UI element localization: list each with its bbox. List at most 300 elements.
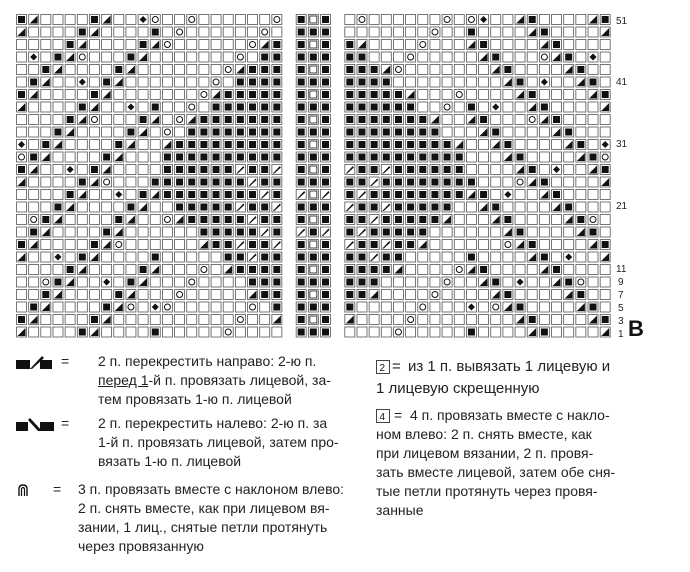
decrease-4-icon: [376, 409, 390, 423]
chart-cell: [576, 315, 586, 325]
chart-cell: [381, 65, 391, 75]
chart-cell: [308, 290, 318, 300]
chart-cell: [65, 290, 75, 300]
chart-cell: [357, 277, 367, 287]
chart-cell: [138, 40, 148, 50]
chart-cell: [418, 152, 428, 162]
chart-cell: [406, 327, 416, 337]
chart-cell: [29, 115, 39, 125]
chart-cell: [162, 202, 172, 212]
legend-line: зать вместе лицевой, затем обе сня-: [376, 464, 616, 480]
chart-cell: [564, 15, 574, 25]
chart-cell: [162, 265, 172, 275]
chart-cell: [114, 190, 124, 200]
row-number-1: 1: [618, 329, 624, 340]
chart-cell: [503, 215, 513, 225]
chart-cell: [211, 90, 221, 100]
chart-cell: [406, 102, 416, 112]
chart-cell: [479, 277, 489, 287]
chart-cell: [418, 115, 428, 125]
chart-cell: [491, 77, 501, 87]
chart-cell: [503, 65, 513, 75]
chart-cell: [89, 15, 99, 25]
chart-cell: [406, 190, 416, 200]
chart-cell: [576, 90, 586, 100]
chart-cell: [114, 315, 124, 325]
chart-cell: [114, 265, 124, 275]
chart-cell: [41, 315, 51, 325]
chart-cell: [29, 202, 39, 212]
chart-cell: [162, 52, 172, 62]
chart-cell: [527, 27, 537, 37]
chart-cell: [29, 227, 39, 237]
chart-cell: [600, 227, 610, 237]
legend-line: занные: [376, 502, 424, 518]
chart-cell: [430, 240, 440, 250]
chart-cell: [260, 290, 270, 300]
chart-cell: [454, 202, 464, 212]
chart-cell: [65, 102, 75, 112]
chart-cell: [29, 152, 39, 162]
chart-cell: [454, 315, 464, 325]
chart-cell: [381, 165, 391, 175]
chart-cell: [296, 302, 306, 312]
chart-cell: [41, 165, 51, 175]
chart-cell: [308, 115, 318, 125]
chart-cell: [248, 315, 258, 325]
chart-cell: [600, 15, 610, 25]
chart-cell: [479, 140, 489, 150]
chart-cell: [430, 40, 440, 50]
chart-cell: [576, 265, 586, 275]
chart-cell: [527, 277, 537, 287]
chart-cell: [260, 252, 270, 262]
chart-cell: [321, 202, 331, 212]
chart-cell: [126, 177, 136, 187]
chart-cell: [564, 215, 574, 225]
chart-cell: [138, 252, 148, 262]
chart-cell: [162, 40, 172, 50]
chart-cell: [150, 127, 160, 137]
chart-cell: [138, 277, 148, 287]
chart-cell: [357, 215, 367, 225]
chart-cell: [357, 90, 367, 100]
chart-cell: [29, 140, 39, 150]
chart-cell: [223, 227, 233, 237]
chart-cell: [308, 252, 318, 262]
legend-equals: =: [394, 407, 403, 423]
chart-cell: [41, 327, 51, 337]
chart-cell: [211, 177, 221, 187]
chart-cell: [102, 102, 112, 112]
chart-cell: [393, 215, 403, 225]
chart-cell: [466, 27, 476, 37]
chart-cell: [321, 315, 331, 325]
chart-cell: [138, 177, 148, 187]
legend-line: тые петли протянуть через провя-: [376, 483, 598, 499]
chart-cell: [223, 302, 233, 312]
chart-cell: [527, 115, 537, 125]
chart-cell: [527, 252, 537, 262]
chart-cell: [211, 77, 221, 87]
chart-cell: [321, 152, 331, 162]
chart-cell: [345, 52, 355, 62]
chart-cell: [527, 102, 537, 112]
chart-cell: [491, 52, 501, 62]
chart-cell: [223, 215, 233, 225]
chart-cell: [17, 240, 27, 250]
chart-cell: [308, 302, 318, 312]
chart-cell: [430, 102, 440, 112]
chart-cell: [479, 152, 489, 162]
legend-line: 2 п. перекрестить налево: 2-ю п. за: [98, 415, 328, 431]
chart-cell: [187, 140, 197, 150]
chart-cell: [235, 252, 245, 262]
chart-cell: [515, 252, 525, 262]
chart-cell: [260, 52, 270, 62]
chart-cell: [552, 252, 562, 262]
chart-cell: [150, 165, 160, 175]
chart-cell: [479, 102, 489, 112]
chart-cell: [588, 15, 598, 25]
chart-cell: [515, 327, 525, 337]
chart-cell: [466, 302, 476, 312]
chart-cell: [175, 115, 185, 125]
chart-cell: [381, 240, 391, 250]
chart-cell: [321, 140, 331, 150]
chart-cell: [41, 277, 51, 287]
chart-cell: [442, 165, 452, 175]
chart-cell: [150, 327, 160, 337]
chart-cell: [199, 290, 209, 300]
chart-cell: [29, 240, 39, 250]
chart-cell: [296, 177, 306, 187]
chart-cell: [248, 265, 258, 275]
chart-cell: [491, 265, 501, 275]
chart-cell: [491, 102, 501, 112]
chart-cell: [41, 190, 51, 200]
chart-cell: [321, 177, 331, 187]
chart-cell: [564, 302, 574, 312]
chart-cell: [102, 115, 112, 125]
chart-cell: [260, 227, 270, 237]
chart-cell: [491, 215, 501, 225]
chart-cell: [187, 315, 197, 325]
chart-cell: [175, 315, 185, 325]
chart-cell: [588, 315, 598, 325]
chart-cell: [114, 115, 124, 125]
chart-cell: [357, 177, 367, 187]
chart-cell: [308, 40, 318, 50]
chart-cell: [211, 152, 221, 162]
chart-cell: [369, 177, 379, 187]
chart-cell: [576, 252, 586, 262]
chart-cell: [442, 265, 452, 275]
chart-cell: [539, 65, 549, 75]
chart-cell: [17, 177, 27, 187]
chart-cell: [211, 140, 221, 150]
chart-cell: [527, 202, 537, 212]
chart-cell: [357, 77, 367, 87]
chart-cell: [17, 190, 27, 200]
chart-cell: [77, 90, 87, 100]
chart-cell: [503, 115, 513, 125]
chart-cell: [393, 315, 403, 325]
chart-cell: [552, 90, 562, 100]
chart-cell: [199, 102, 209, 112]
chart-cell: [199, 140, 209, 150]
chart-cell: [406, 140, 416, 150]
chart-cell: [479, 90, 489, 100]
chart-cell: [442, 115, 452, 125]
chart-cell: [308, 102, 318, 112]
chart-cell: [466, 165, 476, 175]
chart-cell: [248, 227, 258, 237]
chart-cell: [223, 90, 233, 100]
chart-cell: [260, 15, 270, 25]
chart-cell: [418, 277, 428, 287]
chart-cell: [29, 65, 39, 75]
chart-cell: [17, 77, 27, 87]
chart-cell: [223, 165, 233, 175]
chart-cell: [454, 327, 464, 337]
legend-line: 1-й п. провязать лицевой, затем про-: [98, 434, 339, 450]
chart-cell: [65, 327, 75, 337]
chart-cell: [187, 277, 197, 287]
chart-cell: [126, 252, 136, 262]
chart-cell: [442, 77, 452, 87]
chart-cell: [235, 177, 245, 187]
chart-cell: [187, 177, 197, 187]
chart-cell: [576, 152, 586, 162]
chart-cell: [552, 115, 562, 125]
chart-cell: [114, 102, 124, 112]
chart-cell: [369, 152, 379, 162]
chart-cell: [29, 277, 39, 287]
chart-cell: [442, 102, 452, 112]
chart-cell: [89, 152, 99, 162]
chart-cell: [491, 277, 501, 287]
chart-cell: [588, 227, 598, 237]
chart-cell: [102, 277, 112, 287]
chart-cell: [29, 77, 39, 87]
chart-cell: [150, 177, 160, 187]
chart-cell: [527, 265, 537, 275]
chart-cell: [175, 127, 185, 137]
chart-cell: [89, 90, 99, 100]
chart-cell: [41, 265, 51, 275]
chart-cell: [503, 52, 513, 62]
chart-cell: [515, 40, 525, 50]
chart-cell: [102, 202, 112, 212]
row-number-9: 9: [618, 277, 624, 288]
chart-cell: [89, 102, 99, 112]
chart-cell: [235, 240, 245, 250]
chart-cell: [381, 127, 391, 137]
legend-line: 2 п. перекрестить направо: 2-ю п.: [98, 353, 317, 369]
chart-cell: [357, 252, 367, 262]
chart-cell: [430, 90, 440, 100]
chart-cell: [77, 165, 87, 175]
chart-cell: [162, 165, 172, 175]
chart-cell: [515, 315, 525, 325]
chart-cell: [418, 102, 428, 112]
chart-cell: [552, 65, 562, 75]
chart-cell: [65, 265, 75, 275]
chart-cell: [235, 227, 245, 237]
chart-cell: [41, 102, 51, 112]
chart-cell: [369, 202, 379, 212]
chart-cell: [515, 302, 525, 312]
chart-cell: [369, 302, 379, 312]
chart-cell: [576, 165, 586, 175]
chart-cell: [223, 252, 233, 262]
chart-cell: [466, 15, 476, 25]
chart-cell: [491, 165, 501, 175]
chart-cell: [102, 227, 112, 237]
chart-cell: [345, 65, 355, 75]
chart-cell: [65, 65, 75, 75]
chart-cell: [17, 290, 27, 300]
chart-cell: [381, 102, 391, 112]
chart-cell: [454, 265, 464, 275]
chart-cell: [29, 315, 39, 325]
chart-cell: [345, 302, 355, 312]
chart-cell: [272, 152, 282, 162]
chart-cell: [17, 90, 27, 100]
chart-cell: [77, 15, 87, 25]
row-number-11: 11: [616, 264, 627, 275]
chart-cell: [308, 152, 318, 162]
chart-cell: [503, 315, 513, 325]
chart-cell: [235, 65, 245, 75]
chart-cell: [503, 252, 513, 262]
chart-cell: [430, 27, 440, 37]
chart-cell: [406, 215, 416, 225]
chart-cell: [393, 140, 403, 150]
chart-cell: [199, 202, 209, 212]
chart-cell: [296, 40, 306, 50]
chart-cell: [588, 40, 598, 50]
chart-cell: [272, 127, 282, 137]
chart-cell: [479, 52, 489, 62]
chart-cell: [102, 52, 112, 62]
chart-cell: [393, 290, 403, 300]
chart-cell: [29, 15, 39, 25]
chart-cell: [393, 15, 403, 25]
chart-cell: [430, 165, 440, 175]
chart-cell: [552, 40, 562, 50]
row-number-21: 21: [616, 201, 628, 212]
chart-cell: [369, 52, 379, 62]
chart-cell: [41, 215, 51, 225]
chart-cell: [600, 27, 610, 37]
chart-cell: [89, 252, 99, 262]
chart-cell: [235, 302, 245, 312]
chart-cell: [223, 40, 233, 50]
chart-cell: [199, 215, 209, 225]
legend-equals: =: [392, 358, 401, 375]
chart-cell: [418, 40, 428, 50]
chart-cell: [588, 302, 598, 312]
chart-cell: [600, 40, 610, 50]
legend-line: 2 п. снять вместе, как при лицевом вя-: [78, 500, 330, 516]
chart-cell: [138, 265, 148, 275]
chart-cell: [260, 265, 270, 275]
chart-label: B: [628, 316, 644, 341]
chart-cell: [588, 277, 598, 287]
chart-cell: [393, 227, 403, 237]
chart-cell: [175, 177, 185, 187]
chart-cell: [369, 215, 379, 225]
chart-cell: [114, 290, 124, 300]
legend-line: тем провязать 1-ю п. лицевой: [98, 391, 292, 407]
chart-cell: [442, 290, 452, 300]
chart-cell: [552, 202, 562, 212]
chart-cell: [235, 190, 245, 200]
chart-cell: [552, 290, 562, 300]
chart-cell: [527, 90, 537, 100]
chart-cell: [527, 165, 537, 175]
chart-cell: [491, 152, 501, 162]
chart-cell: [162, 277, 172, 287]
chart-cell: [552, 77, 562, 87]
chart-cell: [41, 202, 51, 212]
chart-cell: [576, 102, 586, 112]
chart-cell: [77, 327, 87, 337]
chart-cell: [552, 27, 562, 37]
chart-cell: [564, 127, 574, 137]
chart-cell: [187, 127, 197, 137]
chart-cell: [381, 52, 391, 62]
chart-cell: [187, 90, 197, 100]
chart-cell: [515, 52, 525, 62]
chart-cell: [321, 252, 331, 262]
chart-cell: [588, 152, 598, 162]
chart-cell: [126, 315, 136, 325]
chart-cell: [442, 240, 452, 250]
legend-line: перед 1-й п. провязать лицевой, за-: [98, 372, 331, 388]
chart-cell: [126, 140, 136, 150]
chart-cell: [369, 40, 379, 50]
chart-cell: [114, 127, 124, 137]
chart-cell: [527, 290, 537, 300]
chart-cell: [430, 77, 440, 87]
chart-cell: [272, 302, 282, 312]
chart-cell: [539, 15, 549, 25]
chart-cell: [321, 115, 331, 125]
chart-cell: [430, 265, 440, 275]
chart-cell: [248, 165, 258, 175]
chart-cell: [491, 127, 501, 137]
chart-cell: [260, 127, 270, 137]
chart-cell: [466, 65, 476, 75]
chart-cell: [296, 15, 306, 25]
chart-cell: [272, 215, 282, 225]
chart-cell: [150, 252, 160, 262]
chart-cell: [29, 52, 39, 62]
chart-cell: [539, 290, 549, 300]
chart-cell: [308, 240, 318, 250]
chart-cell: [211, 202, 221, 212]
chart-cell: [369, 327, 379, 337]
chart-cell: [576, 190, 586, 200]
chart-cell: [260, 90, 270, 100]
chart-cell: [357, 40, 367, 50]
chart-cell: [308, 165, 318, 175]
chart-cell: [138, 140, 148, 150]
chart-cell: [65, 40, 75, 50]
